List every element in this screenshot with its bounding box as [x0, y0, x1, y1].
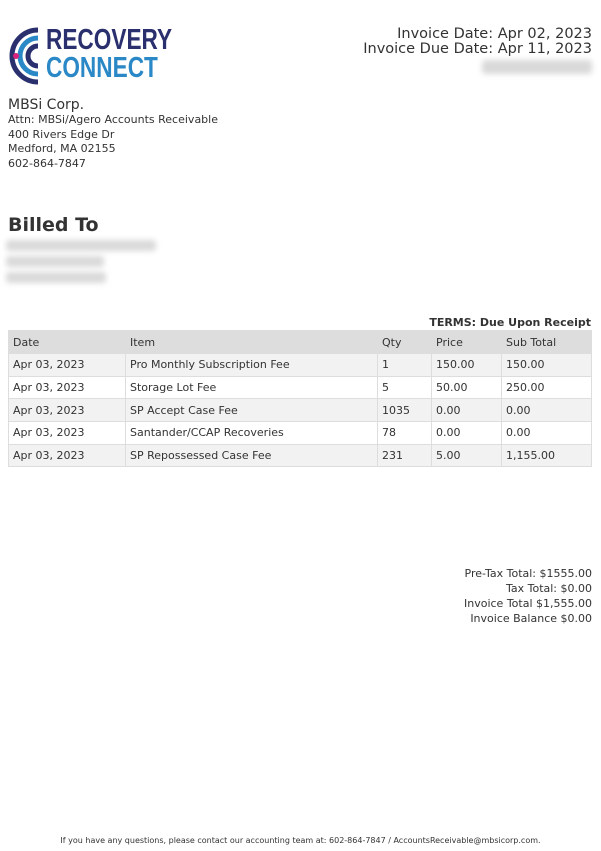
payment-terms: TERMS: Due Upon Receipt	[429, 316, 591, 329]
cell-qty: 5	[378, 376, 432, 399]
cell-subtotal: 0.00	[502, 422, 592, 445]
cell-qty: 78	[378, 422, 432, 445]
company-attn: Attn: MBSi/Agero Accounts Receivable	[8, 113, 218, 126]
header-price: Price	[432, 331, 502, 354]
header-subtotal: Sub Total	[502, 331, 592, 354]
cell-price: 5.00	[432, 444, 502, 467]
invoice-dates	[363, 27, 592, 78]
cell-date: Apr 03, 2023	[9, 376, 126, 399]
cell-date: Apr 03, 2023	[9, 399, 126, 422]
table-row	[9, 399, 592, 422]
footer-contact: If you have any questions, please contact our accounting team at: 602-864-7847 / AccountsReceivable@mbsicorp.com.	[60, 836, 541, 845]
cell-subtotal: 250.00	[502, 376, 592, 399]
redacted-line	[6, 272, 106, 283]
company-city: Medford, MA 02155	[8, 142, 116, 155]
logo-line-connect: CONNECT	[46, 52, 158, 84]
invoice-date: Invoice Date: Apr 02, 2023	[397, 26, 592, 42]
cell-subtotal: 150.00	[502, 354, 592, 377]
cell-price: 0.00	[432, 422, 502, 445]
logo-line-recovery: RECOVERY	[46, 24, 173, 56]
signal-arcs-icon	[8, 26, 48, 86]
table-row	[9, 354, 592, 377]
cell-date: Apr 03, 2023	[9, 354, 126, 377]
company-phone: 602-864-7847	[8, 156, 86, 170]
cell-price: 50.00	[432, 376, 502, 399]
header-date: Date	[9, 331, 126, 354]
header-item: Item	[126, 331, 378, 354]
cell-price: 150.00	[432, 354, 502, 377]
redacted-line	[6, 256, 104, 267]
billed-to-heading: Billed To	[8, 214, 99, 236]
cell-price: 0.00	[432, 399, 502, 422]
tax-total: Tax Total: $0.00	[505, 582, 592, 595]
invoice-balance: Invoice Balance $0.00	[470, 612, 592, 625]
invoice-totals	[464, 566, 592, 626]
redacted-line	[6, 240, 156, 251]
billed-to-address-redacted	[6, 240, 156, 288]
cell-subtotal: 1,155.00	[502, 444, 592, 467]
cell-date: Apr 03, 2023	[9, 422, 126, 445]
invoice-due-date: Invoice Due Date: Apr 11, 2023	[363, 41, 592, 57]
table-row	[9, 376, 592, 399]
recovery-connect-logo	[8, 24, 173, 86]
cell-subtotal: 0.00	[502, 399, 592, 422]
cell-qty: 231	[378, 444, 432, 467]
cell-date: Apr 03, 2023	[9, 444, 126, 467]
header-qty: Qty	[378, 331, 432, 354]
table-row	[9, 422, 592, 445]
logo-wordmark	[46, 26, 208, 82]
table-header-row	[9, 331, 592, 354]
cell-item: SP Repossessed Case Fee	[126, 444, 378, 467]
cell-item: Santander/CCAP Recoveries	[126, 422, 378, 445]
cell-item: Storage Lot Fee	[126, 376, 378, 399]
pretax-total: Pre-Tax Total: $1555.00	[464, 567, 592, 580]
company-address	[8, 97, 218, 171]
company-name: MBSi Corp.	[8, 97, 85, 113]
cell-qty: 1	[378, 354, 432, 377]
cell-item: Pro Monthly Subscription Fee	[126, 354, 378, 377]
cell-qty: 1035	[378, 399, 432, 422]
invoice-number-redacted	[482, 60, 592, 74]
company-street: 400 Rivers Edge Dr	[8, 127, 115, 141]
line-items-table	[8, 330, 592, 467]
invoice-total: Invoice Total $1,555.00	[464, 597, 592, 610]
table-row	[9, 444, 592, 467]
cell-item: SP Accept Case Fee	[126, 399, 378, 422]
